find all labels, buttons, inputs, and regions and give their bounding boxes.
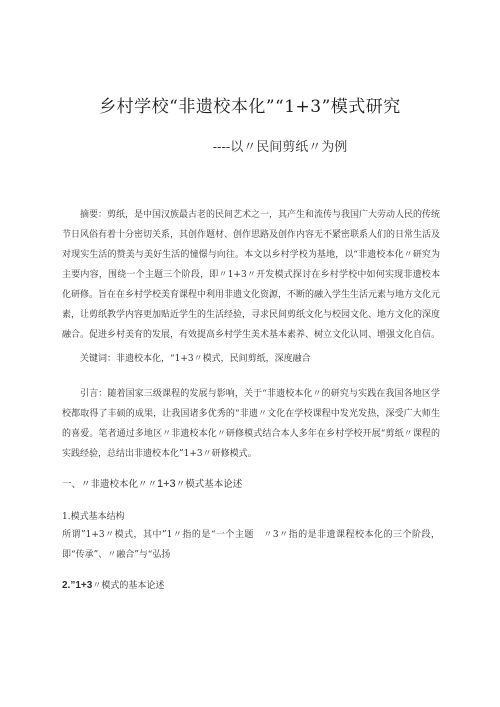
keywords-line: 关键词：非遗校本化，“1+3〃模式，民间剪纸，深度融合 <box>80 354 311 364</box>
abstract-paragraph: 摘要：剪纸，是中国汉族最古老的民间艺术之一，其产生和流传与我国广大劳动人民的传统节日风俗有着十分密切关系，其创作题材、创作思路及创作内容无不紧密联系人们的日常生活及对现实生活的赞美与美好生活的憧憬与向往。本文以乡村学校为基地，以“非遗校本化〃研究为主要内容，围绕一个主题三个阶段，即〃1+3〃开发模式探讨在乡村学校中如何实现非遗校本化研修。旨在在乡村学校美育课程中利用非遗文化资源，不断的融入学生生活元素与地方文化元素，让剪纸教学内容更加贴近学生的生活经验，寻求民间剪纸文化与校园文化、地方文化的深度融合。促进乡村美育的发展，有效提高乡村学生美术基本素养、树立文化认同、增强文化自信。 <box>62 210 441 340</box>
section-heading-1-model: 1+3 <box>157 478 176 490</box>
document-subtitle: ----以〃民间剪纸〃为例 <box>212 140 348 155</box>
subheading-2-text: 〃模式的基本论述 <box>92 581 165 591</box>
subheading-2-number: 2.”1+3 <box>62 580 93 591</box>
model-definition-paragraph: 所谓”1+3〃模式，其中”1〃指的是“一个主题 〃3〃指的是非遗课程校本化的三个阶段，即“传承”、〃融合”与“弘扬 <box>62 530 440 560</box>
section-heading-1-prefix: 一、〃非遗校本化〃〃 <box>62 479 158 490</box>
section-heading-1-suffix: 〃模式基本论述 <box>175 479 243 490</box>
intro-paragraph: 引言：随着国家三级课程的发展与影响，关于“非遗校本化〃的研究与实践在我国各地区学校都取得了丰硕的成果，让我国诸多优秀的“非遗〃文化在学校课程中发光发热，深受广大师生的喜爱。笔者通过多地区〃非遗校本化〃研修模式结合本人多年在乡村学校开展“剪纸〃课程的实践经验，总结出非遗校本化”1+3〃研修模式。 <box>62 389 440 459</box>
subheading-2 <box>62 578 164 591</box>
section-heading-1 <box>62 476 242 490</box>
subheading-1: 1.模式基本结构 <box>62 512 125 522</box>
document-title: 乡村学校“非遗校本化”“1+3”模式研究 <box>99 97 401 117</box>
